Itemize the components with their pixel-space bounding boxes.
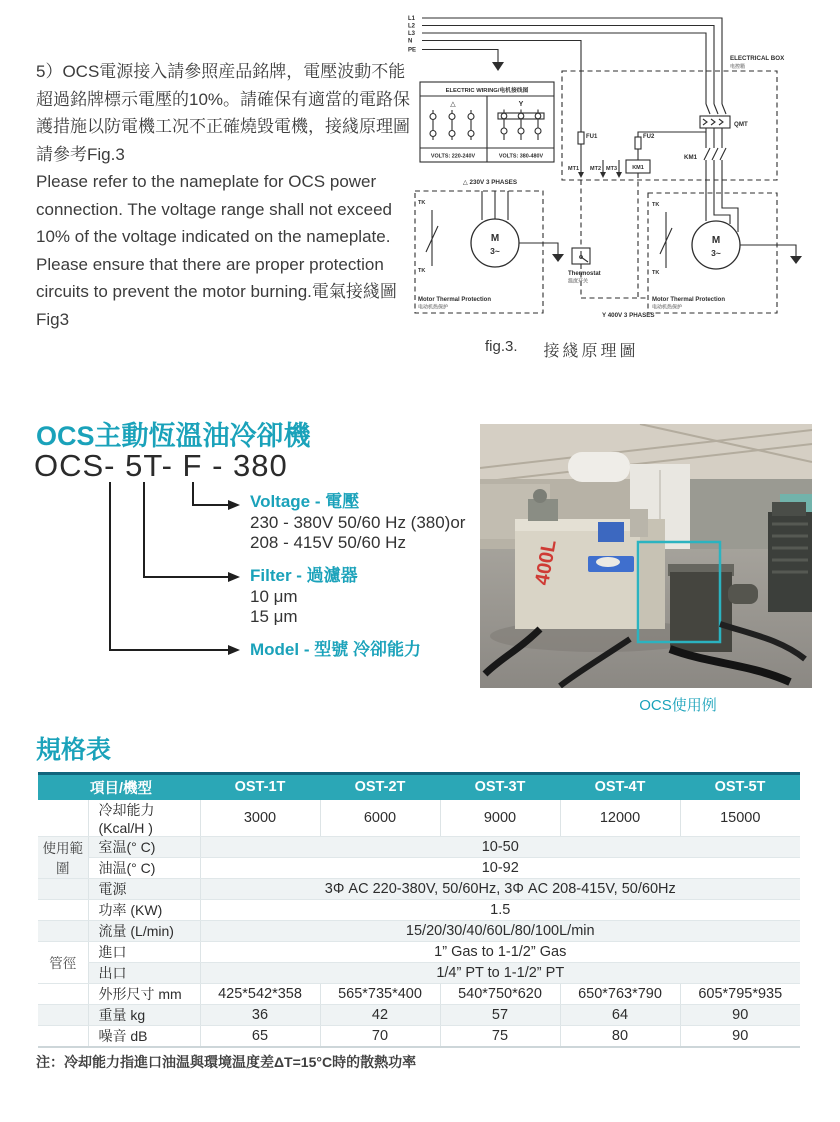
cell-value: 540*750*620 xyxy=(440,983,560,1004)
group-empty xyxy=(38,899,88,920)
basket-contents xyxy=(596,557,620,567)
left-motor-ground-line xyxy=(519,243,558,254)
qmt-breaker xyxy=(700,98,730,142)
mt2-label: MT2 xyxy=(590,166,601,172)
cell-value: 36 xyxy=(200,1004,320,1025)
wye-phases-label: Y 400V 3 PHASES xyxy=(602,312,655,319)
table-row xyxy=(38,983,800,1004)
wiring-diagram xyxy=(400,10,836,334)
row-label-weight: 重量 kg xyxy=(88,1004,200,1025)
row-label-outlet: 出口 xyxy=(88,962,200,983)
table-row xyxy=(38,1004,800,1025)
cell-value: 10-50 xyxy=(200,836,800,857)
ground-arrow-pe xyxy=(492,62,504,71)
label-l2: L2 xyxy=(408,23,416,30)
line-l1 xyxy=(422,18,722,98)
header-ost-3t: OST-3T xyxy=(440,774,560,800)
left-protection-en: Motor Thermal Protection xyxy=(418,297,492,303)
wiring-diagram-svg xyxy=(400,10,836,334)
label-l1: L1 xyxy=(408,16,416,22)
right-motor-phase: 3~ xyxy=(711,248,721,258)
thermostat-label-en: Thermostat xyxy=(568,271,601,277)
table-row xyxy=(38,962,800,983)
table-row xyxy=(38,878,800,899)
spec-table xyxy=(38,772,800,1048)
row-label-noise: 噪音 dB xyxy=(88,1025,200,1047)
spec-header-row xyxy=(38,774,800,800)
voltage-arrow xyxy=(228,500,240,510)
km1-coil-label: KM1 xyxy=(632,165,644,171)
cell-value: 90 xyxy=(680,1004,800,1025)
cell-value: 12000 xyxy=(560,800,680,837)
cell-value: 9000 xyxy=(440,800,560,837)
cell-value: 1/4” PT to 1-1/2” PT xyxy=(200,962,800,983)
wiring-box-title: ELECTRIC WIRING/电机接线图 xyxy=(445,88,529,94)
wye-symbol: Y xyxy=(518,101,524,108)
figure-number: fig.3. xyxy=(485,338,518,355)
cell-value: 425*542*358 xyxy=(200,983,320,1004)
cell-value: 80 xyxy=(560,1025,680,1047)
dark-machine xyxy=(768,512,812,612)
row-label-power: 功率 (KW) xyxy=(88,899,200,920)
voltage-line xyxy=(193,482,228,505)
right-thermistor xyxy=(660,212,672,268)
header-ost-4t: OST-4T xyxy=(560,774,680,800)
row-label-flow: 流量 (L/min) xyxy=(88,920,200,941)
line-n xyxy=(422,41,581,133)
label-l3: L3 xyxy=(408,31,416,37)
fu2-label: FU2 xyxy=(643,134,655,140)
mt3-label: MT3 xyxy=(606,166,617,172)
intro-text xyxy=(36,58,416,333)
volts-wye: VOLTS: 380-480V xyxy=(498,153,544,160)
row-label-cooling: 冷却能力(Kcal/H ) xyxy=(88,800,200,837)
volts-delta: VOLTS: 220-240V xyxy=(430,153,476,160)
group-empty xyxy=(38,983,88,1004)
row-label-oil-temp: 油温(° C) xyxy=(88,857,200,878)
left-motor-box xyxy=(415,191,543,313)
left-motor-feeds xyxy=(482,191,508,220)
table-row xyxy=(38,920,800,941)
group-empty xyxy=(38,800,88,837)
filter-arrow xyxy=(228,572,240,582)
table-row xyxy=(38,857,800,878)
thermostat-label-zh: 温度开关 xyxy=(568,278,589,285)
mt1-arrow xyxy=(578,172,584,178)
intro-zh: 5）OCS電源接入請參照産品銘牌，電壓波動不能超過銘牌標示電壓的10%。請確保有適當的電路保護措施以防電機工况不正確燒毀電機，接綫原理圖請參考Fig.3 xyxy=(36,62,411,164)
right-motor-ground-line xyxy=(740,245,796,256)
cell-value: 3Φ AC 220-380V, 50/60Hz, 3Φ AC 208-415V, 50/60Hz xyxy=(200,878,800,899)
cooler-motor xyxy=(728,584,758,604)
row-label-room-temp: 室温(° C) xyxy=(88,836,200,857)
fu2-fuse xyxy=(635,137,641,149)
ocs-cooler-unit xyxy=(670,572,732,652)
electrical-box-label-zh: 电控箱 xyxy=(730,64,746,70)
header-item: 項目/機型 xyxy=(38,774,200,800)
product-title: OCS主動恆溫油冷卻機 xyxy=(36,421,311,451)
spec-table-title: 規格表 xyxy=(36,736,112,764)
wye-terminals xyxy=(498,110,544,141)
group-pipe-diameter: 管徑 xyxy=(38,941,88,983)
qmt-label: QMT xyxy=(734,121,748,128)
cell-value: 90 xyxy=(680,1025,800,1047)
cell-value: 15000 xyxy=(680,800,800,837)
model-label: Model - 型號 冷卻能力 xyxy=(250,640,421,659)
mt3-arrow xyxy=(616,172,622,178)
delta-symbol: △ xyxy=(450,101,456,108)
application-photo-svg xyxy=(480,424,812,688)
group-empty xyxy=(38,1004,88,1025)
cell-value: 57 xyxy=(440,1004,560,1025)
table-row xyxy=(38,1025,800,1047)
km1-label: KM1 xyxy=(684,154,698,161)
model-annotation xyxy=(250,640,421,661)
header-ost-2t: OST-2T xyxy=(320,774,440,800)
pump-motor xyxy=(533,489,547,503)
cell-value: 70 xyxy=(320,1025,440,1047)
delta-phases-label: △ 230V 3 PHASES xyxy=(462,179,518,186)
km1-contacts xyxy=(704,142,726,180)
white-roll xyxy=(568,452,630,482)
electrical-box-label-en: ELECTRICAL BOX xyxy=(730,55,785,62)
header-ost-5t: OST-5T xyxy=(680,774,800,800)
photo-caption: OCS使用例 xyxy=(639,697,717,714)
header-ost-1t: OST-1T xyxy=(200,774,320,800)
right-protection-en: Motor Thermal Protection xyxy=(652,297,726,303)
model-code: OCS- 5T- F - 380 xyxy=(34,448,288,483)
fu1-fuse xyxy=(578,132,584,144)
label-pe: PE xyxy=(408,47,417,54)
cell-value: 65 xyxy=(200,1025,320,1047)
cell-value: 10-92 xyxy=(200,857,800,878)
cell-value: 15/20/30/40/60L/80/100L/min xyxy=(200,920,800,941)
mt2-arrow xyxy=(600,172,606,178)
application-photo xyxy=(480,424,812,688)
left-thermistor xyxy=(426,210,438,266)
table-row xyxy=(38,899,800,920)
filter-label: Filter - 過濾器 xyxy=(250,566,358,585)
voltage-line2: 208 - 415V 50/60 Hz xyxy=(250,533,406,552)
tk-label-1: TK xyxy=(418,200,426,206)
line-pe xyxy=(422,50,498,63)
delta-terminals xyxy=(430,110,474,140)
label-n: N xyxy=(408,38,413,45)
left-protection-zh: 电动机热保护 xyxy=(418,304,449,311)
left-ground-arrow xyxy=(552,254,564,262)
model-arrow xyxy=(228,645,240,655)
right-protection-zh: 电动机热保护 xyxy=(652,304,683,311)
tk-label-4: TK xyxy=(652,270,660,276)
machine-top-unit xyxy=(772,502,806,516)
group-empty xyxy=(38,920,88,941)
row-label-dimensions: 外形尺寸 mm xyxy=(88,983,200,1004)
voltage-annotation xyxy=(250,492,465,554)
filter-annotation xyxy=(250,566,358,628)
model-line xyxy=(110,482,228,650)
voltage-label: Voltage - 電壓 xyxy=(250,492,360,511)
filter-line2: 15 μm xyxy=(250,607,298,626)
group-empty xyxy=(38,878,88,899)
valve-block xyxy=(598,522,624,542)
row-label-inlet: 進口 xyxy=(88,941,200,962)
model-annotation-lines xyxy=(60,482,260,662)
table-row xyxy=(38,941,800,962)
cell-value: 3000 xyxy=(200,800,320,837)
footnote: 注：冷却能力指進口油温與環境温度差ΔT=15°C時的散熱功率 xyxy=(36,1054,417,1070)
tank-fitting xyxy=(630,509,648,537)
left-motor-phase: 3~ xyxy=(490,246,500,256)
group-empty xyxy=(38,1025,88,1047)
cell-value: 75 xyxy=(440,1025,560,1047)
cell-value: 6000 xyxy=(320,800,440,837)
figure-caption xyxy=(400,338,836,361)
figure-title: 接綫原理圖 xyxy=(543,343,639,360)
filter-line xyxy=(144,482,228,577)
cell-value: 1.5 xyxy=(200,899,800,920)
row-label-power-supply: 電源 xyxy=(88,878,200,899)
fu1-label: FU1 xyxy=(586,134,598,140)
right-ground-arrow xyxy=(790,256,802,264)
table-row xyxy=(38,836,800,857)
cell-value: 650*763*790 xyxy=(560,983,680,1004)
tk-label-3: TK xyxy=(652,202,660,208)
voltage-line1: 230 - 380V 50/60 Hz (380)or xyxy=(250,512,466,532)
cell-value: 64 xyxy=(560,1004,680,1025)
table-row xyxy=(38,800,800,837)
group-usage-range: 使用範圍 xyxy=(38,836,88,878)
right-motor-feeds xyxy=(706,180,738,232)
cell-value: 565*735*400 xyxy=(320,983,440,1004)
cell-value: 605*795*935 xyxy=(680,983,800,1004)
left-motor-m: M xyxy=(490,233,500,244)
cell-value: 42 xyxy=(320,1004,440,1025)
mt1-label: MT1 xyxy=(568,166,579,172)
filter-line1: 10 μm xyxy=(250,586,298,606)
tank-capacity-label: 400L xyxy=(531,538,561,587)
cell-value: 1” Gas to 1-1/2” Gas xyxy=(200,941,800,962)
right-motor-m: M xyxy=(711,235,721,246)
intro-en: Please refer to the nameplate for OCS power connection. The voltage range shall not exceed 10% of the voltage indicated on the nameplate. Please ensure that there are proper protection circuits to prevent the motor burning.電氣接綫圖Fig3 xyxy=(36,172,397,329)
tk-label-2: TK xyxy=(418,268,426,274)
